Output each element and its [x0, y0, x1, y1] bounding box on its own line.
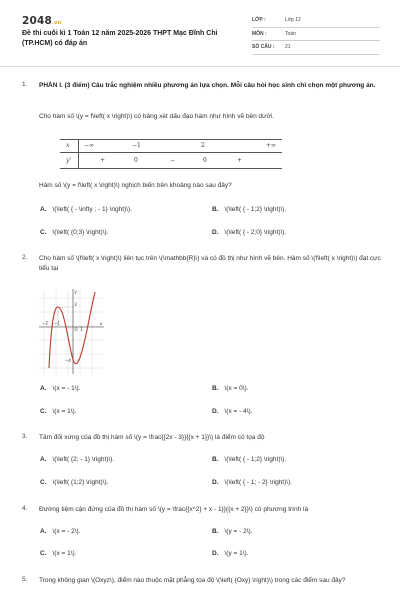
meta-value: 21 — [285, 44, 291, 50]
exam-meta — [252, 14, 380, 55]
option-text: \(x = 0\). — [224, 385, 249, 392]
option-letter: D. — [212, 408, 219, 415]
meta-row-class — [252, 14, 380, 28]
option-text: \(\left( { - 1; - 2} \right)\). — [224, 479, 293, 486]
answer-option-c[interactable] — [40, 479, 109, 486]
meta-key: MÔN : — [252, 30, 267, 37]
option-letter: B. — [212, 528, 219, 535]
option-text: \(\left( {2; - 1} \right)\). — [52, 456, 115, 463]
option-text: \(\left( {0;3} \right)\). — [52, 229, 109, 236]
question-intro: Cho hàm số \(y = f\left( x \right)\) có bảng xét dấu đạo hàm như hình vẽ bên dưới. — [39, 113, 274, 120]
answer-option-c[interactable] — [40, 229, 109, 236]
answer-option-a[interactable] — [40, 206, 132, 213]
option-letter: C. — [40, 479, 47, 486]
sign-value: + — [100, 157, 106, 164]
answer-option-d[interactable] — [212, 408, 253, 415]
answer-option-d[interactable] — [212, 479, 292, 486]
answer-option-c[interactable] — [40, 550, 77, 557]
answer-option-b[interactable] — [212, 528, 253, 535]
option-letter: C. — [40, 550, 47, 557]
option-letter: D. — [212, 229, 219, 236]
option-letter: B. — [212, 385, 219, 392]
question-stem: Đường tiệm cận đứng của đồ thị hàm số \(y = \frac{{x^2} + x - 1}}{{x + 2}}\) có phương trình là — [39, 506, 309, 513]
table-line — [78, 139, 79, 169]
option-letter: A. — [40, 528, 47, 535]
graph-label: 1 — [80, 327, 84, 332]
x-value: −1 — [132, 142, 141, 149]
question-stem: Cho hàm số \(f\left( x \right)\) liên tục trên \(\mathbb{R}\) và có đồ thị như hình vẽ bên. Hàm số \(f\left( x \right)\) đạt cực tiểu tại — [39, 255, 381, 272]
meta-key: LỚP : — [252, 17, 266, 23]
graph-label: −2 — [42, 320, 48, 326]
answer-option-b[interactable] — [212, 456, 286, 463]
question-stem: Hàm số \(y = f\left( x \right)\) nghịch biến trên khoảng nào sau đây? — [39, 182, 232, 189]
table-line — [60, 152, 282, 153]
graph-grid — [39, 290, 103, 374]
question-number: 2. — [22, 254, 28, 261]
option-text: \(\left( { - \infty ; - 1} \right)\). — [52, 206, 132, 213]
option-text: \(y = - 2\). — [224, 528, 253, 535]
row-label-x: x — [66, 142, 70, 149]
option-letter: A. — [40, 456, 47, 463]
meta-key: SỐ CÂU : — [252, 44, 275, 50]
option-text: \(\left( { - 2;0} \right)\). — [224, 229, 287, 236]
answer-option-d[interactable] — [212, 229, 286, 236]
graph-label: y — [74, 289, 77, 294]
option-letter: D. — [212, 550, 219, 557]
question-number: 3. — [22, 433, 28, 440]
sign-value: 0 — [134, 157, 138, 164]
header-divider — [0, 66, 400, 67]
answer-option-a[interactable] — [40, 528, 81, 535]
option-text: \(x = - 1\). — [52, 385, 81, 392]
option-text: \(x = 1\). — [52, 408, 77, 415]
option-letter: C. — [40, 408, 47, 415]
option-letter: A. — [40, 385, 47, 392]
option-letter: B. — [212, 456, 219, 463]
logo-suffix: .vn — [52, 20, 62, 26]
sign-value: 0 — [203, 157, 207, 164]
site-logo[interactable] — [22, 15, 61, 27]
option-text: \(y = 1\). — [224, 550, 249, 557]
meta-value: Lớp 12 — [285, 17, 301, 23]
option-text: \(x = - 4\). — [224, 408, 253, 415]
option-letter: C. — [40, 229, 47, 236]
graph-label: −1 — [54, 320, 60, 326]
table-line — [60, 168, 282, 169]
page-header — [0, 0, 400, 62]
question-number: 4. — [22, 505, 28, 512]
option-text: \(\left( {1;2} \right)\). — [52, 479, 109, 486]
option-text: \(x = - 2\). — [52, 528, 81, 535]
graph-label: O — [74, 327, 78, 332]
answer-option-b[interactable] — [212, 206, 286, 213]
meta-row-count — [252, 41, 380, 55]
x-value: +∞ — [266, 142, 277, 149]
answer-option-d[interactable] — [212, 550, 249, 557]
answer-option-a[interactable] — [40, 456, 114, 463]
logo-text: 2048 — [22, 15, 53, 27]
graph-label: −4 — [65, 358, 71, 363]
question-number: 5. — [22, 576, 28, 583]
sign-value: + — [237, 157, 243, 164]
option-letter: B. — [212, 206, 219, 213]
question-number: 1. — [22, 81, 28, 88]
question-stem: Tâm đối xứng của đồ thị hàm số \(y = \frac{{2x - 3}}{{x + 1}}\) là điểm có tọa độ — [39, 434, 265, 441]
option-letter: D. — [212, 479, 219, 486]
graph-label: x — [100, 321, 103, 326]
meta-value: Toán — [285, 30, 296, 37]
row-label-yprime: y' — [66, 157, 72, 164]
exam-title: Đề thi cuối kì 1 Toán 12 năm 2025-2026 THPT Mạc Đĩnh Chi (TP.HCM) có đáp án — [22, 30, 218, 47]
option-letter: A. — [40, 206, 47, 213]
sign-value: − — [170, 157, 176, 164]
answer-option-a[interactable] — [40, 385, 81, 392]
question-stem: Trong không gian \(Oxyz\), điểm nào thuộc mặt phẳng tọa độ \(\left( {Oxy} \right)\) trong các điểm sau đây? — [39, 577, 346, 584]
part-heading: PHẦN I. (3 điểm) Câu trắc nghiệm nhiều phương án lựa chọn. Mỗi câu hỏi học sinh chỉ chọn một phương án. — [39, 82, 376, 89]
sign-table — [60, 139, 282, 169]
graph-label: 2 — [74, 302, 78, 307]
answer-option-c[interactable] — [40, 408, 77, 415]
x-value: 2 — [201, 142, 205, 149]
x-value: −∞ — [84, 142, 95, 149]
option-text: \(\left( { - 1;2} \right)\). — [224, 456, 287, 463]
answer-option-b[interactable] — [212, 385, 249, 392]
function-graph — [36, 286, 106, 376]
option-text: \(x = 1\). — [52, 550, 77, 557]
meta-row-subject — [252, 28, 380, 42]
table-line — [60, 139, 282, 140]
option-text: \(\left( { - 1;2} \right)\). — [224, 206, 287, 213]
